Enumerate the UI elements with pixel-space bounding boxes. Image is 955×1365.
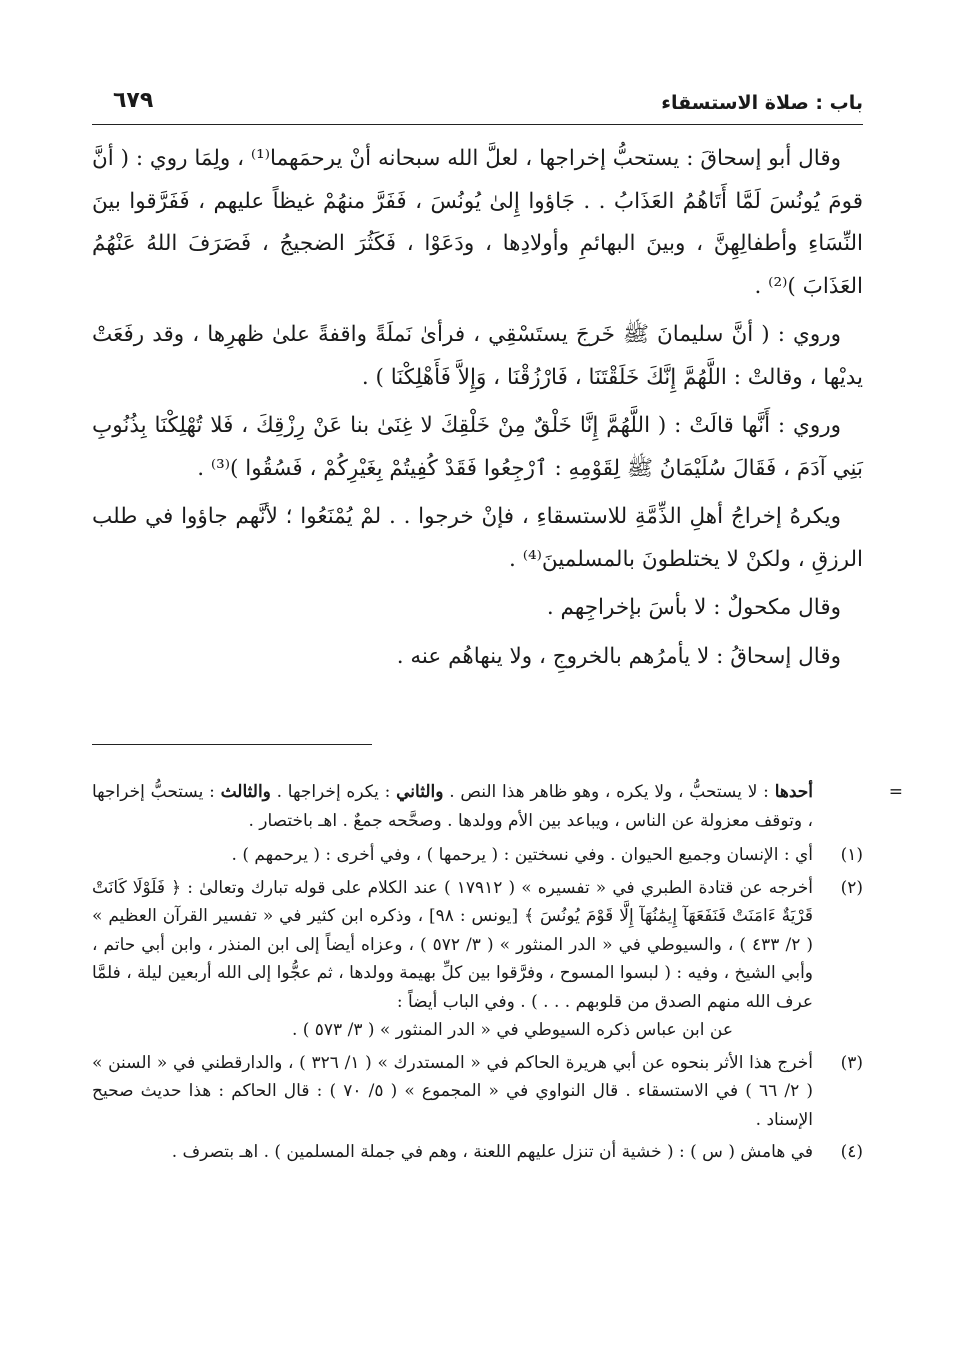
page-number: ٦٧٩: [113, 88, 154, 113]
footnote-item: [92, 874, 863, 1045]
footnote-number: (١): [840, 845, 863, 865]
footnote-label: والثاني: [396, 782, 444, 802]
footnote-text: أخرجه عن قتادة الطبري في « تفسيره » ( ١٧٩١٢ ) عند الكلام على قوله تبارك وتعالىٰ : ﴿ فَلَوْلَا كَانَتْ قَرْيَةٌ ءَامَنَتْ فَنَفَعَهَآ إِيمَٰنُهَآ إِلَّا قَوْمَ يُونُسَ ﴾ [يونس : ٩٨] ، وذكره ابن كثير في « تفسير القرآن العظيم » ( ٢/ ٤٣٣ ) ، والسيوطي في « الدر المنثور » ( ٣/ ٥٧٢ ) ، وعزاه أيضاً إلى ابن المنذر ، وابن أبي حاتم ، وأبي الشيخ ، وفيه : ( لبسوا المسوح ، وفرَّقوا بين كلِّ بهيمة وولدها ، ثم عجُّوا إلى الله أربعين ليلة ، فلمَّا عرف الله منهم الصدق من قلوبهم . . . ) . وفي الباب أيضاً :: [92, 877, 813, 1012]
paragraph: وقال مكحولٌ : لا بأسَ بإخراجِهم .: [546, 595, 841, 620]
footnote-item: [92, 1138, 863, 1167]
chapter-title: باب : صلاة الاستسقاء: [661, 92, 863, 114]
footnote-item: [92, 841, 863, 870]
page-header: [95, 88, 863, 120]
footnote-text: : لا يستحبُّ ، ولا يكره ، وهو ظاهر هذا النص .: [449, 782, 769, 802]
footnote-subline: عن ابن عباس ذكره السيوطي في « الدر المنثور » ( ٣/ ٥٧٣ ) .: [291, 1020, 733, 1040]
paragraph: وقال أبو إسحاقَ : يستحبُّ إخراجها ، لعلَّ الله سبحانه أنْ يرحمَهما⁽¹⁾ ، ولِمَا روي : ( أنَّ قومَ يُونُسَ لَمَّا أَتَاهُمُ العَذَابُ . . جَاؤوا إِلىٰ يُونُسَ ، فَفَرَّ منهُمْ غيظاً عليهم ، فَفَرَّقوا بينَ النِّسَاءِ وأطفالِهِنَّ ، وبينَ البهائمِ وأولادِها ، ودَعَوْا ، فَكَثُرَ الضجيجُ ، فَصَرَفَ اللهُ عَنْهُمُ العَذَابَ )⁽²⁾ .: [92, 146, 863, 299]
paragraph: ويكرهُ إخراجُ أهلِ الذِّمَّةِ للاستسقاءِ ، فإنْ خرجوا . . لمْ يُمْنَعُوا ؛ لأنَّهم جاؤوا في طلب الرزقِ ، ولكنْ لا يختلطونَ بالمسلمينَ⁽⁴⁾ .: [92, 504, 863, 572]
paragraph: وروي : ( أنَّ سليمانَ ﷺ خَرجَ يستَسْقِي ، فرأىٰ نَملَةً واقفةً علىٰ ظهرِها ، وقد رفَعَتْ يديْها ، وقالتْ : اللَّهُمَّ إِنَّكَ خَلَقْتَنَا ، فَارْزُقْنَا ، وَإِلاَّ فَأَهْلِكْنَا ) .: [92, 322, 863, 390]
footnotes: [92, 778, 903, 1171]
footnote-continuation: [92, 778, 903, 835]
paragraph: وقال إسحاقُ : لا يأمرُهم بالخروجِ ، ولا ينهاهُم عنه .: [396, 643, 841, 669]
continuation-marker: =: [888, 782, 903, 802]
footnote-text: في هامش ( س ) : ( خشية أن تنزل عليهم اللعنة ، وهم في جملة المسلمين ) . اهـ بتصرف .: [171, 1142, 813, 1162]
header-rule: [92, 124, 863, 125]
footnote-number: (٢): [840, 877, 863, 898]
footnote-text: : يستحبُّ إخراجها ، وتوقف معزولة عن الناس ، ويباعد بين الأم وولدها . وصحَّحه جمعٌ . اهـ باختصار .: [92, 782, 813, 831]
paragraph: وروي : أَنَّها قالَتْ : ( اللَّهُمَّ إِنَّا خَلْقٌ مِنْ خَلْقِكَ لا غِنَىٰ بنا عَنْ رِزْقِكَ ، فَلا تُهْلِكْنَا بِذُنُوبِ بَنِي آدَمَ ، فَقَالَ سُلَيْمَانُ ﷺ لِقَوْمِهِ : ٱرْجِعُوا فَقَدْ كُفِيتُمْ بِغَيْرِكُمْ ، فَسُقُوا )⁽³⁾ .: [92, 413, 863, 481]
footnote-text: أي : الإنسان وجميع الحيوان . وفي نسختين : ( يرحمها ) ، وفي أخرى : ( يرحمهم ) .: [231, 845, 813, 865]
footnote-text: أخرج هذا الأثر بنحوه عن أبي هريرة الحاكم في « المستدرك » ( ١/ ٣٢٦ ) ، والدارقطني في « السنن » ( ٢/ ٦٦ ) في الاستسقاء . قال النواوي في « المجموع » ( ٥/ ٧٠ ) : قال الحاكم : هذا حديث صحيح الإسناد .: [92, 1052, 814, 1130]
main-text: [92, 138, 863, 684]
footnote-text: : يكره إخراجها .: [276, 782, 391, 802]
footnote-number: (٤): [840, 1142, 863, 1162]
footnote-label: والثالث: [220, 782, 271, 802]
footnote-separator: [92, 744, 372, 745]
footnote-item: [92, 1049, 863, 1135]
footnote-number: (٣): [840, 1052, 863, 1073]
footnote-label: أحدها: [774, 782, 813, 802]
